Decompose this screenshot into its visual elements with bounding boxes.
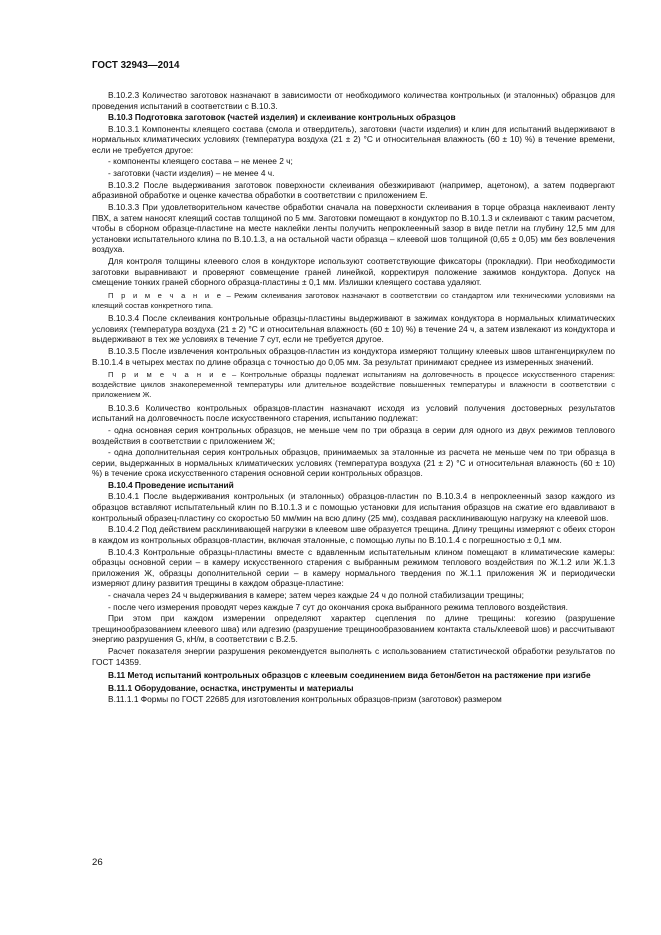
paragraph: В.10.2.3 Количество заготовок назначают в зависимости от необходимого количества контрольных (и эталонных) образцов для проведения испытаний в соответствии с В.10.3.: [92, 90, 615, 111]
paragraph: - одна основная серия контрольных образцов, не меньше чем по три образца в серии для одного из двух режимов теплового воздействия в соответствии с приложением Ж;: [92, 424, 615, 446]
section-heading: В.11.1 Оборудование, оснастка, инструменты и материалы: [108, 682, 354, 693]
note: [92, 370, 615, 399]
paragraph: При этом при каждом измерении определяют характер сцепления по длине трещины: когезию (разрушение трещинообразованием клеевого шва) или адгезию (разрушение трещинообразованием контакта сталь/клеевой шов) и рассчитывают энергию разрушения G, кН/м, в соответствии с В.2.5.: [92, 613, 615, 645]
list-item: - сначала через 24 ч выдерживания в камере; затем через каждые 24 ч до полной стабилизации трещины;: [108, 589, 524, 600]
paragraph: В.10.3.1 Компоненты клеящего состава (смола и отвердитель), заготовки (части изделия) и клин для испытаний выдерживают в нормальных климатических условиях (температура воздуха (21 ± 2) °С и относительная влажность (60 ± 10) %) в течение времени, если не требуется другое:: [92, 123, 615, 155]
paragraph: В.10.3.5 После извлечения контрольных образцов-пластин из кондуктора измеряют толщину клеевых швов штангенциркулем по В.10.1.4 в четырех местах по длине образца с точностью до 0,05 мм. За результат принимают среднее из измеренных значений.: [92, 346, 615, 367]
list-item: - заготовки (части изделия) – не менее 4 ч.: [108, 168, 275, 179]
paragraph: В.10.3.3 При удовлетворительном качестве обработки сначала на поверхности склеивания в торце образца наклеивают ленту ПВХ, а затем наносят клеящий состав толщиной по 5 мм. Заготовки помещают в кондуктор по В.10.1.3 и склеивают с таким расчетом, чтобы в сборном образце-пластине на месте наклейки ленты получить непроклеенный зазор в виде петли на глубину 12,5 мм для установки испытательного клина по В.10.1.3, а на остальной части образца – клеевой шов толщиной (0,65 ± 0,05) мм без вовлечения воздуха.: [92, 202, 615, 255]
paragraph: В.10.4.1 После выдерживания контрольных (и эталонных) образцов-пластин по В.10.3.4 в непроклеенный зазор каждого из образцов вставляют испытательный клин по В.10.1.3 и с помощью установки для испытания образцов на сжатие его вдавливают в контрольный образец-пластину со скоростью 50 мм/мин на всю длину (25 мм), создавая расклинивающую нагрузку на клеевой шов.: [92, 491, 615, 523]
note-text: – Режим склеивания заготовок назначают в соответствии со стандартом или техническими условиями на клеящий состав конкретного типа.: [92, 290, 615, 310]
document-body: [92, 90, 615, 706]
paragraph: Для контроля толщины клеевого слоя в кондукторе используют соответствующие фиксаторы (прокладки). При необходимости заготовки выравнивают и проверяют совмещение граней линейкой, корректируя положение зажимов кондуктора. Допуск на смещение тонких граней сборного образца-пластины ± 0,1 мм. Излишки клеящего состава удаляют.: [92, 256, 615, 288]
list-item: - компоненты клеящего состава – не менее 2 ч;: [108, 156, 293, 167]
note-text: – Контрольные образцы подлежат испытаниям на долговечность в процессе искусственного старения: воздействие циклов знакопеременной температуры или длительное воздействие повышенных температуры и влажности в соответствии с приложением Ж.: [92, 370, 615, 399]
section-heading-major: В.11 Метод испытаний контрольных образцов с клеевым соединением вида бетон/бетон на растяжение при изгибе: [108, 670, 591, 681]
paragraph: Расчет показателя энергии разрушения рекомендуется выполнять с использованием статистической обработки результатов по ГОСТ 14359.: [92, 646, 615, 667]
document-header: ГОСТ 32943—2014: [92, 60, 180, 71]
paragraph: - одна дополнительная серия контрольных образцов, принимаемых за эталонные из расчета не меньше чем по три образца в серии, выдержанных в нормальных климатических условиях (температура воздуха (21 ± 2) °С и относительная влажность (60 ± 10) %) в течение срока искусственного старения основной серии контрольных образцов.: [92, 447, 615, 479]
paragraph: В.10.4.2 Под действием расклинивающей нагрузки в клеевом шве образуется трещина. Длину трещины измеряют с обеих сторон в каждом из контрольных образцов-пластин, включая эталонные, с помощью лупы по В.10.1.4 с погрешностью ± 0,1 мм.: [92, 524, 615, 545]
paragraph: В.10.4.3 Контрольные образцы-пластины вместе с вдавленным испытательным клином помещают в климатические камеры: образцы основной серии – в камеру искусственного старения с выбранным режимом теплового воздействия по Ж.1.2 или Ж.1.3 приложения Ж, образцы дополнительной серии – в камеру нормального твердения по Ж.1.1 приложения Ж и периодически измеряют длину развития трещины в каждом образце-пластине:: [92, 546, 615, 589]
paragraph: - после чего измерения проводят через каждые 7 сут до окончания срока выбранного режима теплового воздействия.: [108, 601, 568, 612]
note-label: П р и м е ч а н и е: [108, 370, 229, 380]
note: [92, 291, 615, 311]
paragraph: В.10.3.4 После склеивания контрольные образцы-пластины выдерживают в зажимах кондуктора в нормальных климатических условиях (температура воздуха (21 ± 2) °С и относительная влажность (60 ± 10) %) в течение 24 ч, а затем извлекают из кондуктора и выдерживают в тех же условиях в течение 7 сут, если не требуется другое.: [92, 313, 615, 345]
page-number: 26: [92, 857, 103, 868]
paragraph: В.11.1.1 Формы по ГОСТ 22685 для изготовления контрольных образцов-призм (заготовок) размером: [108, 694, 502, 705]
paragraph: В.10.3.2 После выдерживания заготовок поверхности склеивания обезжиривают (например, ацетоном), а затем подвергают абразивной обработке и оценке качества обработки в соответствии с приложением Е.: [92, 179, 615, 201]
section-heading: В.10.4 Проведение испытаний: [108, 480, 234, 491]
note-label: П р и м е ч а н и е: [108, 290, 224, 300]
paragraph: В.10.3.6 Количество контрольных образцов-пластин назначают исходя из условий получения достоверных результатов испытаний на долговечность после искусственного старения, испытанию подлежат:: [92, 402, 615, 424]
section-heading: В.10.3 Подготовка заготовок (частей изделия) и склеивание контрольных образцов: [108, 112, 456, 123]
